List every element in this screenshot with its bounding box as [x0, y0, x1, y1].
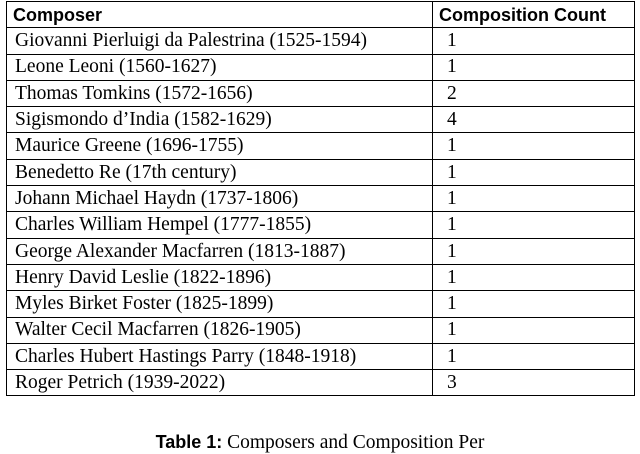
composer-cell: George Alexander Macfarren (1813-1887): [7, 238, 433, 264]
column-header-composer: Composer: [7, 2, 433, 28]
count-cell: 1: [433, 28, 635, 54]
count-cell: 1: [433, 238, 635, 264]
count-cell: 1: [433, 54, 635, 80]
column-header-composition-count: Composition Count: [433, 2, 635, 28]
count-cell: 1: [433, 264, 635, 290]
table-row: [7, 343, 635, 369]
count-cell: 1: [433, 159, 635, 185]
caption-text: Composers and Composition Per: [227, 432, 485, 453]
composer-cell: Sigismondo d’India (1582-1629): [7, 107, 433, 133]
composer-cell: Walter Cecil Macfarren (1826-1905): [7, 317, 433, 343]
count-cell: 1: [433, 291, 635, 317]
table-row: [7, 80, 635, 106]
table-row: [7, 264, 635, 290]
count-cell: 3: [433, 370, 635, 396]
table-row: [7, 186, 635, 212]
count-cell: 2: [433, 80, 635, 106]
table-row: [7, 291, 635, 317]
table-row: [7, 159, 635, 185]
table-row: [7, 107, 635, 133]
composer-cell: Myles Birket Foster (1825-1899): [7, 291, 433, 317]
table-row: [7, 238, 635, 264]
composer-cell: Leone Leoni (1560-1627): [7, 54, 433, 80]
composer-table: [6, 1, 635, 396]
table-row: [7, 133, 635, 159]
count-cell: 1: [433, 343, 635, 369]
composer-cell: Benedetto Re (17th century): [7, 159, 433, 185]
table-row: [7, 317, 635, 343]
table-row: [7, 28, 635, 54]
count-cell: 1: [433, 133, 635, 159]
caption-label: Table 1:: [155, 432, 223, 452]
table-row: [7, 370, 635, 396]
composer-table-container: [6, 1, 634, 396]
count-cell: 1: [433, 212, 635, 238]
composer-cell: Henry David Leslie (1822-1896): [7, 264, 433, 290]
composer-cell: Thomas Tomkins (1572-1656): [7, 80, 433, 106]
composer-cell: Charles William Hempel (1777-1855): [7, 212, 433, 238]
composer-cell: Giovanni Pierluigi da Palestrina (1525-1594): [7, 28, 433, 54]
composer-cell: Johann Michael Haydn (1737-1806): [7, 186, 433, 212]
count-cell: 1: [433, 317, 635, 343]
count-cell: 1: [433, 186, 635, 212]
composer-cell: Maurice Greene (1696-1755): [7, 133, 433, 159]
count-cell: 4: [433, 107, 635, 133]
table-header-row: [7, 2, 635, 28]
table-row: [7, 212, 635, 238]
table-row: [7, 54, 635, 80]
composer-cell: Charles Hubert Hastings Parry (1848-1918): [7, 343, 433, 369]
composer-cell: Roger Petrich (1939-2022): [7, 370, 433, 396]
table-caption: [0, 432, 640, 454]
